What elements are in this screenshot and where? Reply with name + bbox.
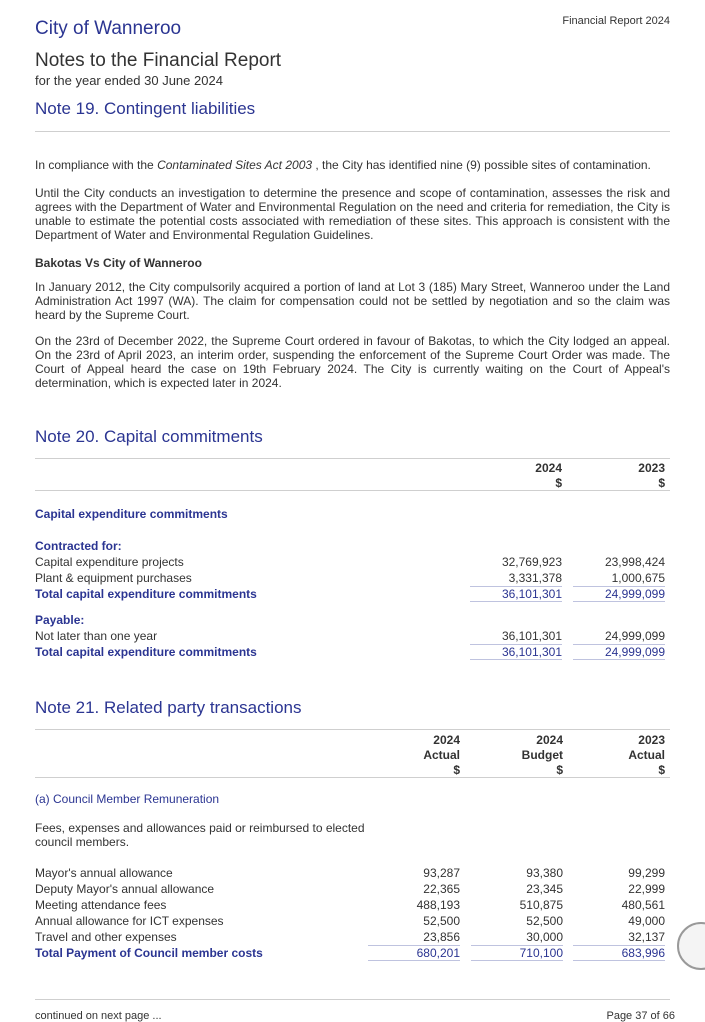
row-value-2024-budget: 510,875: [519, 898, 563, 912]
row-label: Plant & equipment purchases: [35, 571, 192, 585]
row-value-2024: 32,769,923: [501, 555, 562, 569]
row-value-2023-actual: 32,137: [628, 930, 665, 944]
row-label: Not later than one year: [35, 629, 158, 643]
note19-paragraph-2: Until the City conducts an investigation to determine the presence and scope of contamination, assesses the risk and agrees with the Department of Water and Environmental Regulation on the need and criteria for remediation, the City is unable to estimate the potential costs associated with remediation of these sites. This approach is consistent with the Department of Water and Environmental Regulation Guidelines.: [35, 186, 670, 242]
row-value-2024-actual: 23,856: [423, 930, 460, 944]
contracted-label: Contracted for:: [35, 539, 122, 553]
row-value-2023: 23,998,424: [604, 555, 665, 569]
row-value-2023-actual: 22,999: [628, 882, 665, 896]
row-value-2024-actual: 488,193: [416, 898, 460, 912]
total-label: Total capital expenditure commitments: [35, 645, 257, 659]
row-value-2023: 24,999,099: [604, 629, 665, 643]
row-value-2023-actual: 99,299: [628, 866, 665, 880]
page-subtitle: for the year ended 30 June 2024: [35, 73, 223, 88]
page-number: Page 37 of 66: [606, 1010, 675, 1022]
note19-paragraph-4: On the 23rd of December 2022, the Supreme Court ordered in favour of Bakotas, to which the City lodged an appeal. On the 23rd of April 2023, an interim order, suspending the enforcement of the Supreme Court Order was made. The Court of Appeal heard the case on 19th February 2024. The City is currently waiting on the Court of Appeal's determination, which is expected later in 2024.: [35, 334, 670, 390]
row-value-2024-budget: 30,000: [526, 930, 563, 944]
divider: [35, 131, 670, 132]
total-value-2023: 24,999,099: [573, 586, 665, 602]
divider: [35, 458, 670, 459]
total-label: Total Payment of Council member costs: [35, 946, 263, 960]
row-value-2023-actual: 480,561: [621, 898, 665, 912]
section-description-line-1: Fees, expenses and allowances paid or reimbursed to elected: [35, 821, 365, 835]
total-value-2023-actual: 683,996: [573, 945, 665, 961]
total-label: Total capital expenditure commitments: [35, 587, 257, 601]
note19-subheading: Bakotas Vs City of Wanneroo: [35, 256, 202, 270]
row-value-2024-actual: 22,365: [423, 882, 460, 896]
row-label: Capital expenditure projects: [35, 555, 184, 569]
note20-heading: Note 20. Capital commitments: [35, 427, 263, 446]
section-title: (a) Council Member Remuneration: [35, 792, 220, 806]
page-title: Notes to the Financial Report: [35, 50, 282, 71]
row-label: Annual allowance for ICT expenses: [35, 914, 224, 928]
row-value-2024: 36,101,301: [501, 629, 562, 643]
row-value-2024-budget: 23,345: [526, 882, 563, 896]
row-label: Deputy Mayor's annual allowance: [35, 882, 215, 896]
row-value-2023-actual: 49,000: [628, 914, 665, 928]
total-value-2024: 36,101,301: [470, 644, 562, 660]
total-value-2024-actual: 680,201: [368, 945, 460, 961]
section-description-line-2: council members.: [35, 835, 130, 849]
note21-heading: Note 21. Related party transactions: [35, 698, 302, 717]
footer-continued: continued on next page ...: [35, 1010, 162, 1022]
note19-paragraph-1: In compliance with the Contaminated Sites Act 2003 , the City has identified nine (9) possible sites of contamination.: [35, 158, 651, 172]
divider: [35, 729, 670, 730]
row-value-2024-actual: 93,287: [423, 866, 460, 880]
row-value-2024: 3,331,378: [508, 571, 562, 585]
report-title: Financial Report 2024: [562, 15, 670, 27]
section-title: Capital expenditure commitments: [35, 507, 228, 521]
row-label: Mayor's annual allowance: [35, 866, 173, 880]
page-badge-icon: [677, 922, 705, 970]
total-value-2024: 36,101,301: [470, 586, 562, 602]
row-value-2024-actual: 52,500: [423, 914, 460, 928]
row-label: Travel and other expenses: [35, 930, 177, 944]
row-value-2023: 1,000,675: [611, 571, 665, 585]
payable-label: Payable:: [35, 613, 85, 627]
row-value-2024-budget: 93,380: [526, 866, 563, 880]
note19-paragraph-3: In January 2012, the City compulsorily acquired a portion of land at Lot 3 (185) Mary Street, Wanneroo under the Land Administration Act 1997 (WA). The claim for compensation could not be settled by negotiation and so the claim was heard by the Supreme Court.: [35, 280, 670, 322]
column-header-2024: 2024 $: [535, 461, 562, 490]
divider: [35, 777, 670, 778]
column-header-2023: 2023 $: [638, 461, 665, 490]
note19-heading: Note 19. Contingent liabilities: [35, 99, 256, 118]
organisation-name: City of Wanneroo: [35, 18, 182, 39]
footer-divider: [35, 999, 670, 1000]
row-label: Meeting attendance fees: [35, 898, 167, 912]
row-value-2024-budget: 52,500: [526, 914, 563, 928]
column-header-2024-budget: 2024 Budget $: [521, 733, 563, 777]
column-header-2023-actual: 2023 Actual $: [628, 733, 665, 777]
column-header-2024-actual: 2024 Actual $: [423, 733, 460, 777]
total-value-2023: 24,999,099: [573, 644, 665, 660]
total-value-2024-budget: 710,100: [471, 945, 563, 961]
divider: [35, 490, 670, 491]
